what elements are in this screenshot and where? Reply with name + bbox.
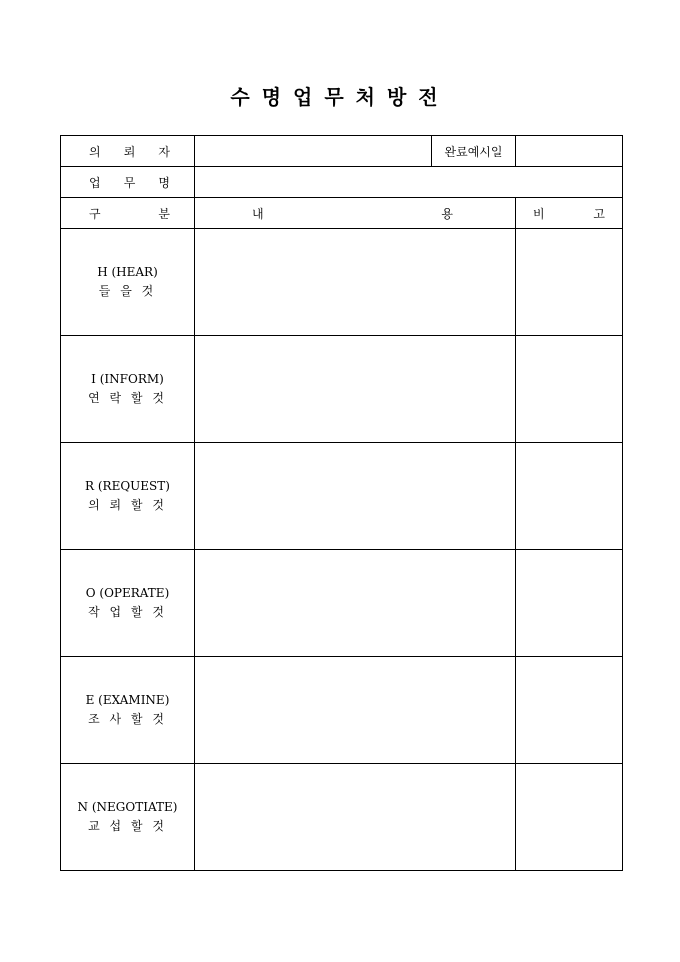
task-name-label bbox=[61, 167, 195, 198]
category-cell bbox=[61, 229, 195, 336]
column-header-char: 구 bbox=[89, 206, 101, 221]
due-date-label: 완료예시일 bbox=[432, 136, 516, 167]
column-header-char: 분 bbox=[158, 206, 170, 221]
page-title: 수명업무처방전 bbox=[230, 85, 450, 109]
column-header-row bbox=[61, 198, 623, 229]
remarks-cell[interactable] bbox=[516, 550, 623, 657]
remarks-cell[interactable] bbox=[516, 764, 623, 871]
task-name-field[interactable] bbox=[195, 167, 623, 198]
category-cell bbox=[61, 657, 195, 764]
remarks-cell[interactable] bbox=[516, 657, 623, 764]
category-cell bbox=[61, 764, 195, 871]
form-table bbox=[60, 135, 623, 871]
category-ko: 연 락 할 것 bbox=[88, 391, 167, 405]
column-header-char: 용 bbox=[441, 206, 453, 221]
task-name-label-char: 명 bbox=[158, 175, 170, 190]
table-row bbox=[61, 764, 623, 871]
category-en: H (HEAR) bbox=[97, 265, 158, 279]
column-header-category bbox=[61, 198, 195, 229]
task-name-label-char: 무 bbox=[123, 175, 136, 190]
task-name-label-char: 업 bbox=[89, 175, 101, 190]
category-en: I (INFORM) bbox=[91, 372, 164, 386]
column-header-char: 비 bbox=[533, 206, 545, 221]
column-header-content bbox=[195, 198, 516, 229]
requester-field[interactable] bbox=[195, 136, 432, 167]
table-row bbox=[61, 336, 623, 443]
column-header-char: 고 bbox=[593, 206, 605, 221]
category-ko: 의 뢰 할 것 bbox=[88, 498, 167, 512]
category-en: R (REQUEST) bbox=[85, 479, 170, 493]
requester-label bbox=[61, 136, 195, 167]
table-row bbox=[61, 550, 623, 657]
requester-row bbox=[61, 136, 623, 167]
category-en: O (OPERATE) bbox=[85, 586, 170, 600]
column-header-remarks bbox=[516, 198, 623, 229]
remarks-cell[interactable] bbox=[516, 443, 623, 550]
category-ko: 들 을 것 bbox=[98, 284, 157, 298]
category-cell bbox=[61, 550, 195, 657]
category-en: N (NEGOTIATE) bbox=[77, 800, 178, 814]
content-cell[interactable] bbox=[195, 336, 516, 443]
content-cell[interactable] bbox=[195, 764, 516, 871]
category-ko: 교 섭 할 것 bbox=[88, 819, 167, 833]
remarks-cell[interactable] bbox=[516, 229, 623, 336]
content-cell[interactable] bbox=[195, 657, 516, 764]
category-cell bbox=[61, 443, 195, 550]
due-date-field[interactable] bbox=[516, 136, 623, 167]
category-en: E (EXAMINE) bbox=[85, 693, 170, 707]
remarks-cell[interactable] bbox=[516, 336, 623, 443]
requester-label-char: 자 bbox=[158, 144, 170, 159]
content-cell[interactable] bbox=[195, 443, 516, 550]
table-row bbox=[61, 443, 623, 550]
content-cell[interactable] bbox=[195, 550, 516, 657]
content-cell[interactable] bbox=[195, 229, 516, 336]
table-row bbox=[61, 657, 623, 764]
category-cell bbox=[61, 336, 195, 443]
requester-label-char: 뢰 bbox=[123, 144, 136, 159]
table-row bbox=[61, 229, 623, 336]
requester-label-char: 의 bbox=[89, 144, 101, 159]
column-header-char: 내 bbox=[252, 206, 264, 221]
task-name-row bbox=[61, 167, 623, 198]
category-ko: 작 업 할 것 bbox=[88, 605, 167, 619]
category-ko: 조 사 할 것 bbox=[88, 712, 167, 726]
